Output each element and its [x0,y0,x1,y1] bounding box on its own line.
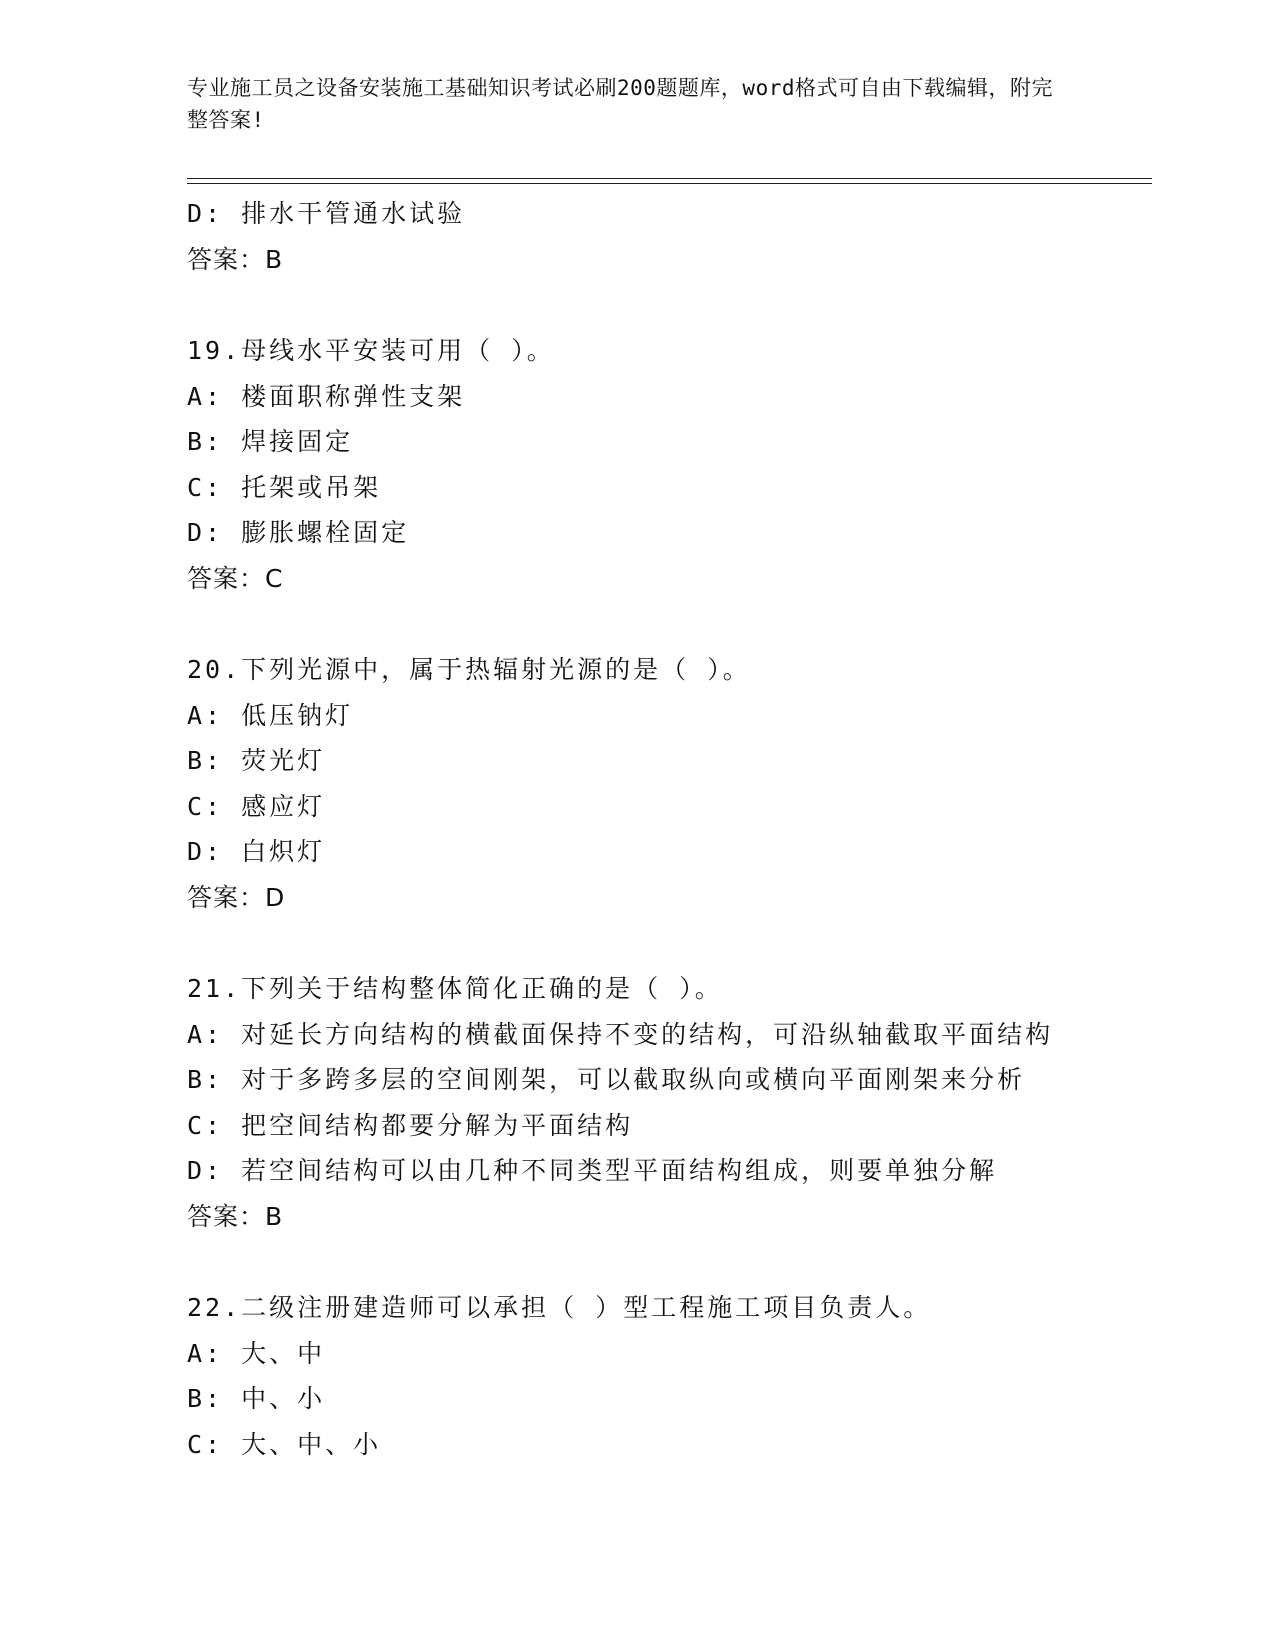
option-a: A: 楼面职称弹性支架 [187,381,466,411]
question-stem: 21.下列关于结构整体简化正确的是（ ）。 [187,974,723,1003]
spacer [187,601,1147,647]
document-header: 专业施工员之设备安装施工基础知识考试必刷200题题库，word格式可自由下载编辑，附完整答案! [187,76,1053,132]
option-c: C: 把空间结构都要分解为平面结构 [187,1110,634,1140]
answer-line: 答案：C [187,563,284,593]
option-a: A: 大、中 [187,1338,326,1368]
question-list [187,191,1147,1467]
question-stem: 22.二级注册建造师可以承担（ ）型工程施工项目负责人。 [187,1293,932,1322]
spacer [187,1239,1147,1285]
option-a: A: 对延长方向结构的横截面保持不变的结构，可沿纵轴截取平面结构 [187,1019,1054,1049]
question-block-21 [187,966,1147,1239]
option-d: D: 白炽灯 [187,837,326,866]
question-block-20 [187,647,1147,920]
option-c: C: 感应灯 [187,791,326,821]
option-a: A: 低压钠灯 [187,700,354,730]
option-b: B: 对于多跨多层的空间刚架，可以截取纵向或横向平面刚架来分析 [187,1065,1026,1094]
answer-line: 答案：D [187,882,286,912]
answer-line: 答案：B [187,244,284,274]
question-stem: 19.母线水平安装可用（ ）。 [187,336,555,365]
option-b: B: 荧光灯 [187,746,326,775]
option-b: B: 焊接固定 [187,427,354,456]
question-block-19 [187,328,1147,601]
option-c: C: 大、中、小 [187,1429,382,1459]
header-divider-top [187,178,1152,179]
question-block-prev [187,191,1147,282]
option-c: C: 托架或吊架 [187,472,382,502]
spacer [187,282,1147,328]
option-d: D: 排水干管通水试验 [187,199,466,228]
question-stem: 20.下列光源中，属于热辐射光源的是（ ）。 [187,655,751,684]
question-block-22 [187,1285,1147,1467]
answer-line: 答案：B [187,1201,284,1231]
header-divider-bottom [187,183,1152,184]
option-b: B: 中、小 [187,1384,326,1413]
option-d: D: 若空间结构可以由几种不同类型平面结构组成，则要单独分解 [187,1156,998,1185]
option-d: D: 膨胀螺栓固定 [187,518,410,547]
spacer [187,920,1147,966]
